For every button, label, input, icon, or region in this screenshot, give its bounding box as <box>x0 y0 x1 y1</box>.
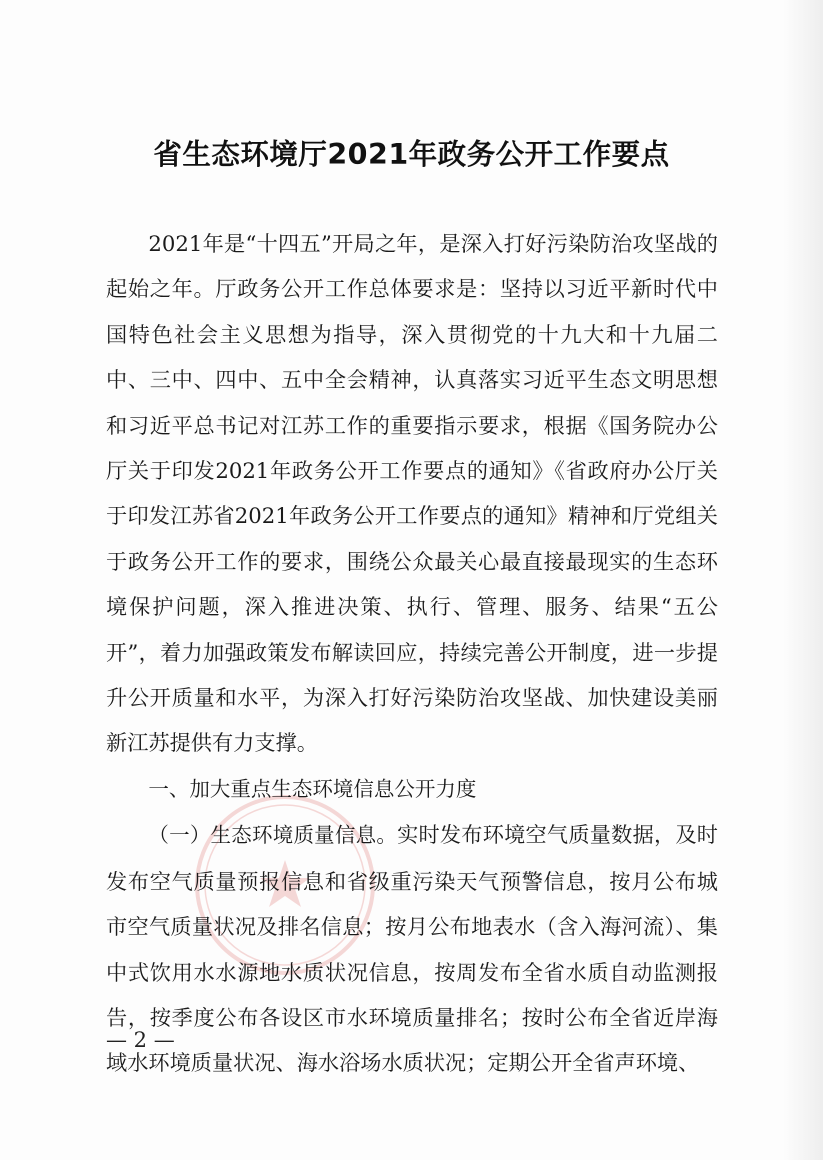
intro-paragraph: 2021年是“十四五”开局之年，是深入打好污染防治攻坚战的起始之年。厅政务公开工作总体要求是：坚持以习近平新时代中国特色社会主义思想为指导，深入贯彻党的十九大和十九届二中、三中、四中、五中全会精神，认真落实习近平生态文明思想和习近平总书记对江苏工作的重要指示要求，根据《国务院办公厅关于印发2021年政务公开工作要点的通知》《省政府办公厅关于印发江苏省2021年政务公开工作要点的通知》精神和厅党组关于政务公开工作的要求，围绕公众最关心最直接最现实的生态环境保护问题，深入推进决策、执行、管理、服务、结果“五公开”，着力加强政策发布解读回应，持续完善公开制度，进一步提升公开质量和水平，为深入打好污染防治攻坚战、加快建设美丽新江苏提供有力支撑。 <box>106 231 718 756</box>
subsection-paragraph <box>106 812 718 1085</box>
page-number: — 2 — <box>106 1028 175 1052</box>
section-heading <box>106 766 718 812</box>
document-body <box>106 221 718 1086</box>
document-title: 省生态环境厅2021年政务公开工作要点 <box>153 138 670 171</box>
subsection-1-heading: （一）生态环境质量信息。 <box>148 823 398 848</box>
subsection-1-text: 实时发布环境空气质量数据，及时发布空气质量预报信息和省级重污染天气预警信息，按月公布城市空气质量状况及排名信息；按月公布地表水（含入海河流）、集中式饮用水水源地水质状况信息，按周发布全省水质自动监测报告，按季度公布各设区市水环境质量排名；按时公布全省近岸海域水环境质量状况、海水浴场水质状况；定期公开全省声环境、 <box>106 822 718 1076</box>
section-1-heading: 一、加大重点生态环境信息公开力度 <box>148 776 477 801</box>
page-edge-shadow <box>783 0 823 1160</box>
